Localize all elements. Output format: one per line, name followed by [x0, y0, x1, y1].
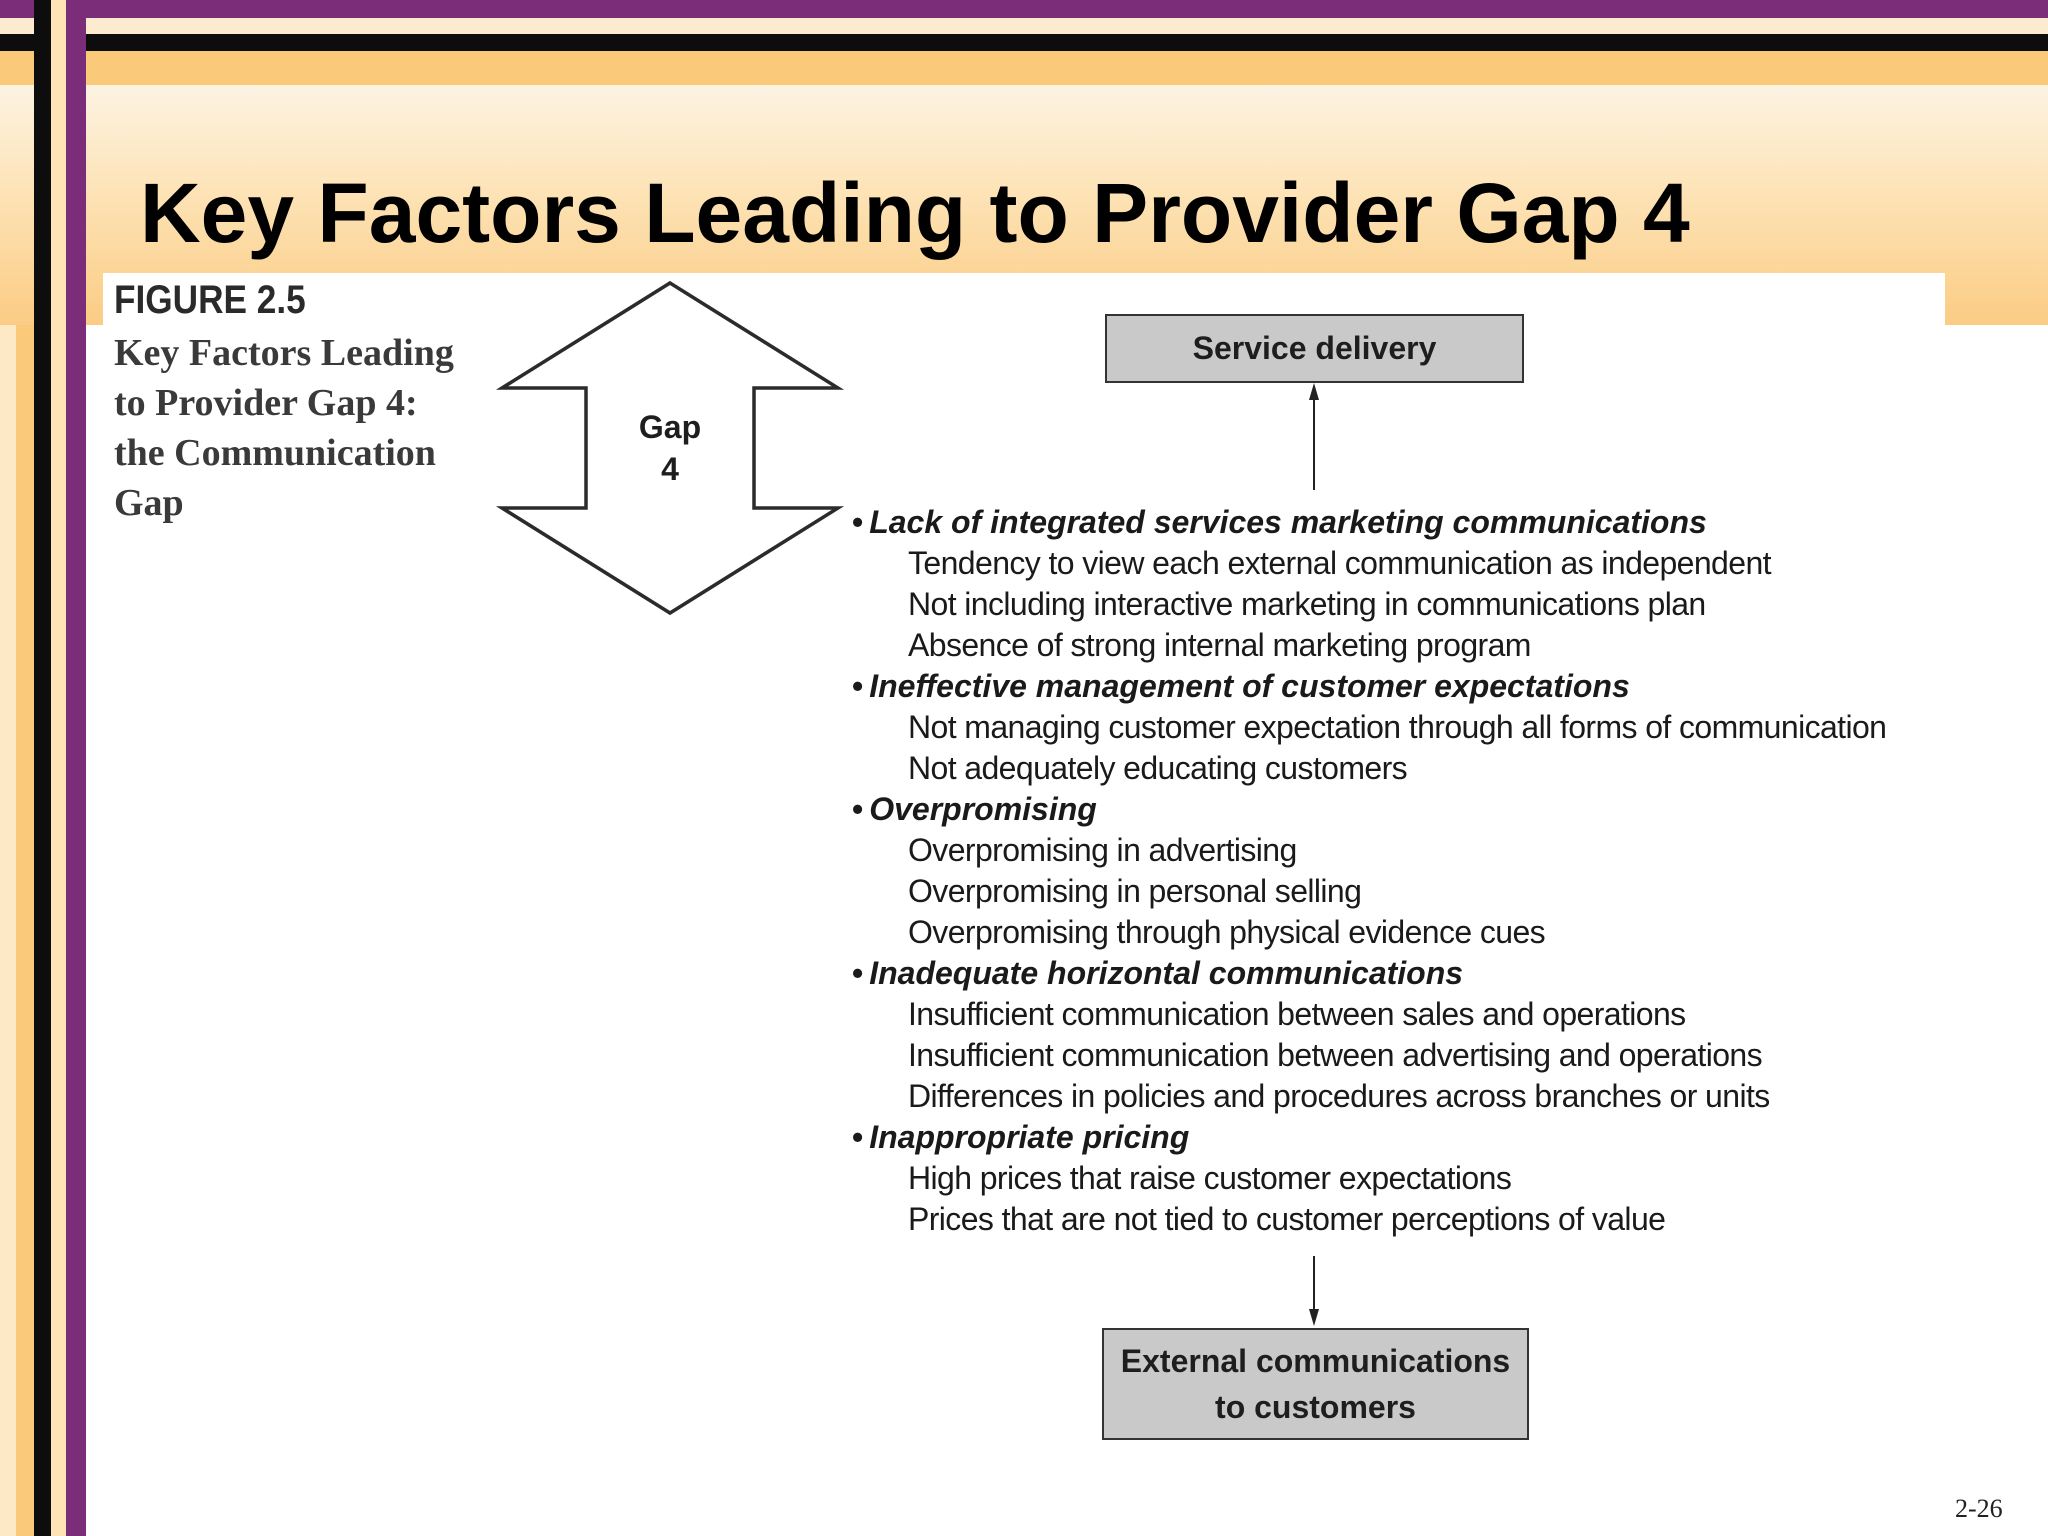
factor-item: Not adequately educating customers — [908, 750, 1408, 786]
slide-title: Key Factors Leading to Provider Gap 4 — [140, 166, 1690, 260]
caption-line: Key Factors Leading — [114, 332, 454, 374]
factor-item: Prices that are not tied to customer perceptions of value — [908, 1201, 1666, 1237]
caption-line: to Provider Gap 4: — [114, 382, 418, 424]
factor-item: Differences in policies and procedures across branches or units — [908, 1078, 1770, 1114]
factor-title: Overpromising — [869, 791, 1097, 827]
external-communications-box — [1102, 1328, 1529, 1440]
figure-label: FIGURE 2.5 — [114, 278, 306, 322]
factor-item: Not managing customer expectation through all forms of communication — [908, 709, 1887, 745]
arrowhead-down-icon — [1309, 1309, 1319, 1326]
factor-category — [852, 666, 1952, 707]
factor-category — [852, 502, 1952, 543]
factor-item: Overpromising in personal selling — [908, 873, 1362, 909]
factor-list — [852, 502, 1952, 1240]
gap-label-line1: Gap — [638, 409, 702, 445]
bullet-icon: • — [852, 1119, 864, 1155]
slide-number: 2-26 — [1955, 1494, 2003, 1523]
factor-item: Overpromising through physical evidence cues — [908, 914, 1546, 950]
factor-item: Insufficient communication between sales and operations — [908, 996, 1686, 1032]
gap-label — [620, 406, 720, 490]
factor-item: Absence of strong internal marketing program — [908, 627, 1531, 663]
service-delivery-label: Service delivery — [1192, 330, 1437, 366]
bullet-icon: • — [852, 504, 864, 540]
factor-item: Not including interactive marketing in communications plan — [908, 586, 1706, 622]
factor-title: Inappropriate pricing — [869, 1119, 1190, 1155]
external-communications-label-line1: External communications — [1120, 1343, 1511, 1379]
bullet-icon: • — [852, 668, 864, 704]
factor-category — [852, 1117, 1952, 1158]
bullet-icon: • — [852, 955, 864, 991]
arrowhead-up-icon — [1309, 383, 1319, 400]
factor-category — [852, 789, 1952, 830]
caption-line: the Communication — [114, 432, 436, 474]
factor-item: High prices that raise customer expectations — [908, 1160, 1512, 1196]
service-delivery-box — [1105, 314, 1524, 383]
factor-item: Tendency to view each external communication as independent — [908, 545, 1771, 581]
gap-label-line2: 4 — [661, 451, 679, 487]
factor-item: Insufficient communication between advertising and operations — [908, 1037, 1763, 1073]
factor-title: Inadequate horizontal communications — [869, 955, 1464, 991]
bullet-icon: • — [852, 791, 864, 827]
factor-title: Lack of integrated services marketing communications — [869, 504, 1707, 540]
factor-item: Overpromising in advertising — [908, 832, 1297, 868]
caption-line: Gap — [114, 482, 184, 524]
external-communications-label-line2: to customers — [1215, 1389, 1416, 1425]
factor-category — [852, 953, 1952, 994]
factor-title: Ineffective management of customer expectations — [869, 668, 1630, 704]
